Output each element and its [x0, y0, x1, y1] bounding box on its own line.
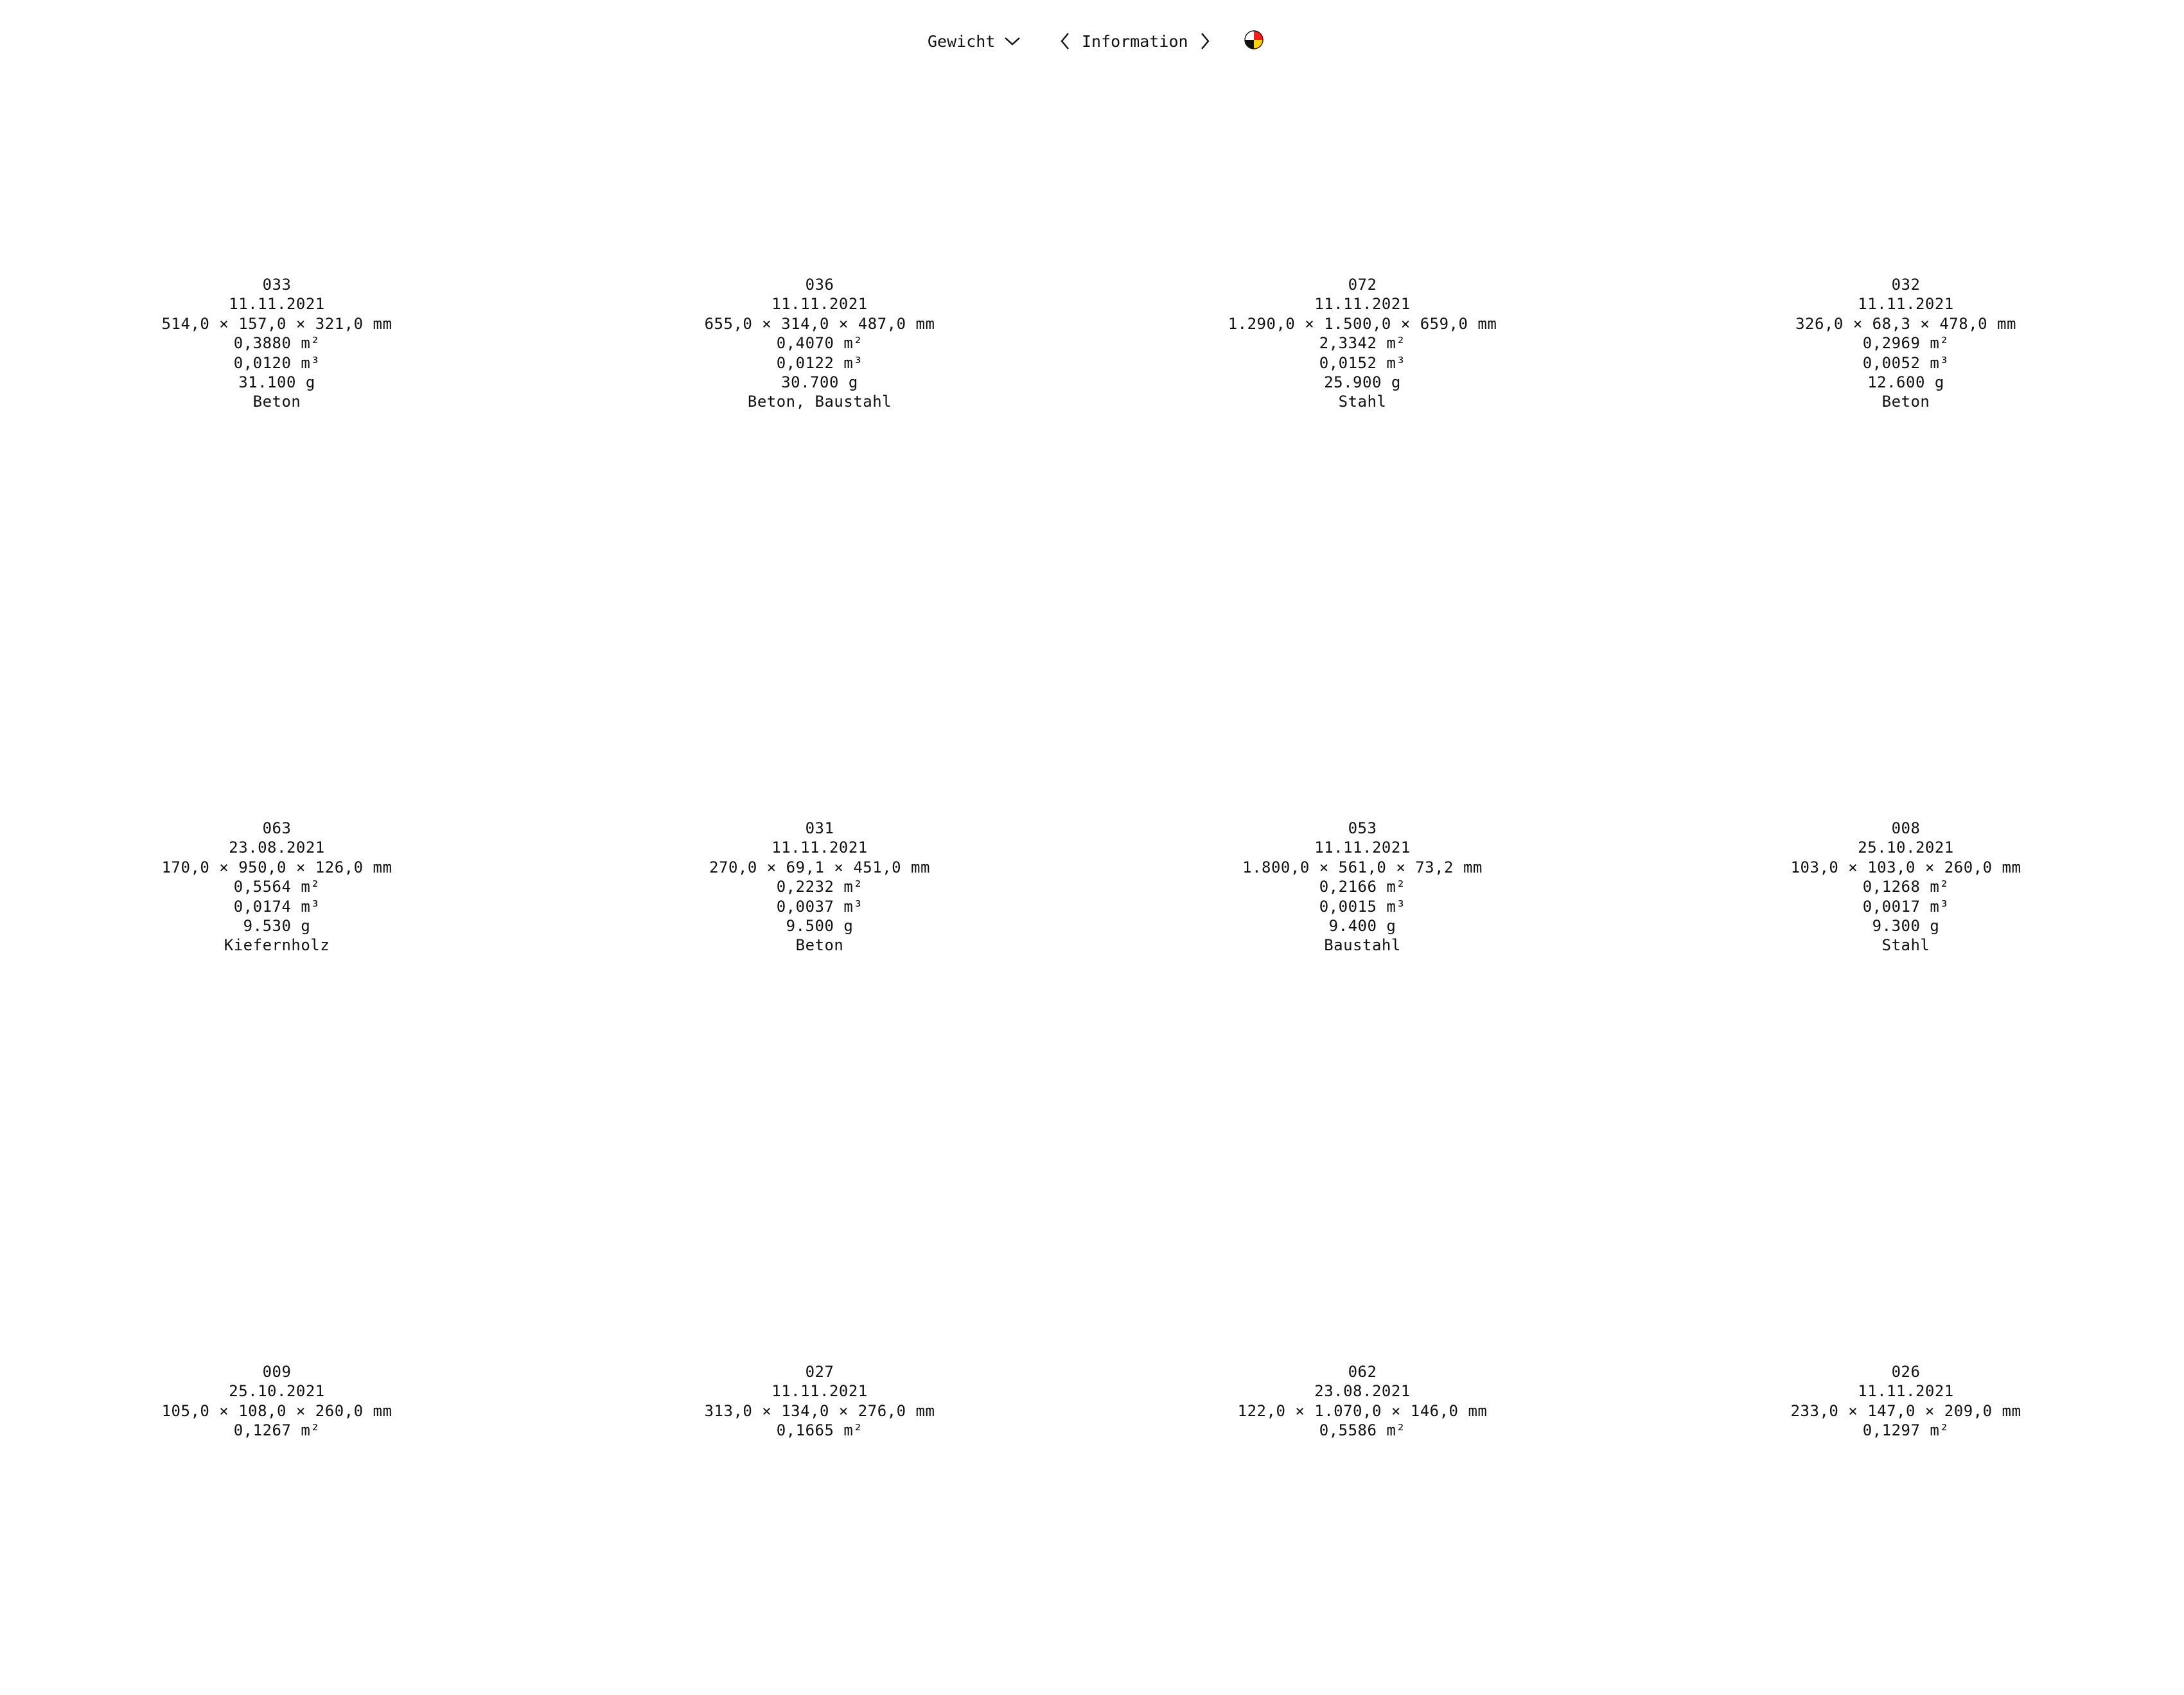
object-info — [1634, 819, 2178, 955]
object-info — [5, 275, 549, 412]
object-weight: 9.300 g — [1872, 917, 1940, 936]
object-date: 11.11.2021 — [1314, 295, 1411, 314]
object-id: 009 — [262, 1363, 292, 1381]
object-id: 031 — [805, 819, 834, 837]
object-card[interactable] — [1634, 64, 2178, 608]
object-area: 0,1297 m² — [1862, 1421, 1950, 1440]
object-volume: 0,0017 m³ — [1862, 897, 1950, 916]
object-dimensions: 170,0 × 950,0 × 126,0 mm — [161, 858, 392, 876]
object-info — [1634, 1362, 2178, 1441]
object-dimensions: 233,0 × 147,0 × 209,0 mm — [1790, 1401, 2021, 1420]
object-material: Beton — [795, 936, 844, 955]
object-area: 0,4070 m² — [776, 334, 863, 353]
object-card[interactable] — [548, 64, 1091, 608]
object-volume: 0,0122 m³ — [776, 353, 863, 372]
object-volume: 0,0037 m³ — [776, 897, 863, 916]
sort-label: Gewicht — [928, 31, 996, 51]
object-material: Beton — [252, 393, 301, 411]
object-weight: 9.400 g — [1328, 917, 1396, 936]
object-dimensions: 313,0 × 134,0 × 276,0 mm — [704, 1401, 935, 1420]
object-info — [1634, 275, 2178, 412]
object-id: 053 — [1348, 819, 1377, 837]
object-area: 0,5586 m² — [1319, 1421, 1406, 1440]
object-date: 11.11.2021 — [771, 839, 868, 857]
object-id: 026 — [1891, 1363, 1921, 1381]
object-volume: 0,0052 m³ — [1862, 353, 1950, 372]
object-material: Beton, Baustahl — [747, 393, 892, 411]
object-material: Beton — [1881, 393, 1930, 411]
object-id: 062 — [1348, 1363, 1377, 1381]
object-area: 0,2232 m² — [776, 878, 863, 896]
view-mode-label: Information — [1082, 31, 1188, 51]
object-weight: 31.100 g — [238, 373, 315, 392]
object-card[interactable] — [1634, 1151, 2178, 1695]
object-dimensions: 122,0 × 1.070,0 × 146,0 mm — [1237, 1401, 1488, 1420]
object-card[interactable] — [548, 608, 1091, 1151]
object-date: 11.11.2021 — [1858, 295, 1954, 314]
object-card[interactable] — [1091, 608, 1634, 1151]
object-date: 11.11.2021 — [1858, 1382, 1954, 1401]
object-card[interactable] — [5, 608, 549, 1151]
object-dimensions: 326,0 × 68,3 × 478,0 mm — [1795, 314, 2016, 333]
object-info — [1091, 1362, 1634, 1441]
object-dimensions: 514,0 × 157,0 × 321,0 mm — [161, 314, 392, 333]
object-area: 0,2166 m² — [1319, 878, 1406, 896]
object-dimensions: 103,0 × 103,0 × 260,0 mm — [1790, 858, 2021, 876]
object-date: 25.10.2021 — [1858, 839, 1954, 857]
object-card[interactable] — [5, 1151, 549, 1695]
object-date: 11.11.2021 — [771, 1382, 868, 1401]
object-id: 063 — [262, 819, 292, 837]
object-id: 072 — [1348, 276, 1377, 294]
object-area: 0,1665 m² — [776, 1421, 863, 1440]
object-dimensions: 105,0 × 108,0 × 260,0 mm — [161, 1401, 392, 1420]
object-info — [5, 1362, 549, 1441]
object-info — [5, 819, 549, 955]
object-volume: 0,0174 m³ — [233, 897, 321, 916]
object-card[interactable] — [548, 1151, 1091, 1695]
object-date: 11.11.2021 — [771, 295, 868, 314]
object-dimensions: 1.800,0 × 561,0 × 73,2 mm — [1242, 858, 1483, 876]
object-date: 11.11.2021 — [1314, 839, 1411, 857]
object-area: 0,3880 m² — [233, 334, 321, 353]
object-volume: 0,0152 m³ — [1319, 353, 1406, 372]
object-info — [1091, 819, 1634, 955]
object-date: 25.10.2021 — [229, 1382, 325, 1401]
object-dimensions: 655,0 × 314,0 × 487,0 mm — [704, 314, 935, 333]
object-id: 033 — [262, 276, 292, 294]
object-area: 0,1267 m² — [233, 1421, 321, 1440]
object-dimensions: 270,0 × 69,1 × 451,0 mm — [709, 858, 930, 876]
object-material: Baustahl — [1324, 936, 1401, 955]
object-weight: 25.900 g — [1324, 373, 1401, 392]
object-dimensions: 1.290,0 × 1.500,0 × 659,0 mm — [1228, 314, 1497, 333]
object-weight: 9.530 g — [243, 917, 311, 936]
object-area: 0,2969 m² — [1862, 334, 1950, 353]
object-weight: 30.700 g — [781, 373, 858, 392]
object-card[interactable] — [5, 64, 549, 608]
object-date: 23.08.2021 — [229, 839, 325, 857]
object-material: Kiefernholz — [224, 936, 330, 955]
object-id: 027 — [805, 1363, 834, 1381]
object-area: 0,5564 m² — [233, 878, 321, 896]
object-volume: 0,0120 m³ — [233, 353, 321, 372]
object-card[interactable] — [1634, 608, 2178, 1151]
object-info — [1091, 275, 1634, 412]
object-id: 036 — [805, 276, 834, 294]
object-card[interactable] — [1091, 64, 1634, 608]
object-info — [548, 275, 1091, 412]
object-id: 032 — [1891, 276, 1921, 294]
object-material: Stahl — [1338, 393, 1387, 411]
object-card[interactable] — [1091, 1151, 1634, 1695]
object-date: 11.11.2021 — [229, 295, 325, 314]
object-date: 23.08.2021 — [1314, 1382, 1411, 1401]
object-material: Stahl — [1881, 936, 1930, 955]
object-id: 008 — [1891, 819, 1921, 837]
object-info — [548, 819, 1091, 955]
object-info — [548, 1362, 1091, 1441]
object-area: 2,3342 m² — [1319, 334, 1406, 353]
object-area: 0,1268 m² — [1862, 878, 1950, 896]
object-weight: 12.600 g — [1867, 373, 1944, 392]
object-volume: 0,0015 m³ — [1319, 897, 1406, 916]
object-weight: 9.500 g — [786, 917, 854, 936]
